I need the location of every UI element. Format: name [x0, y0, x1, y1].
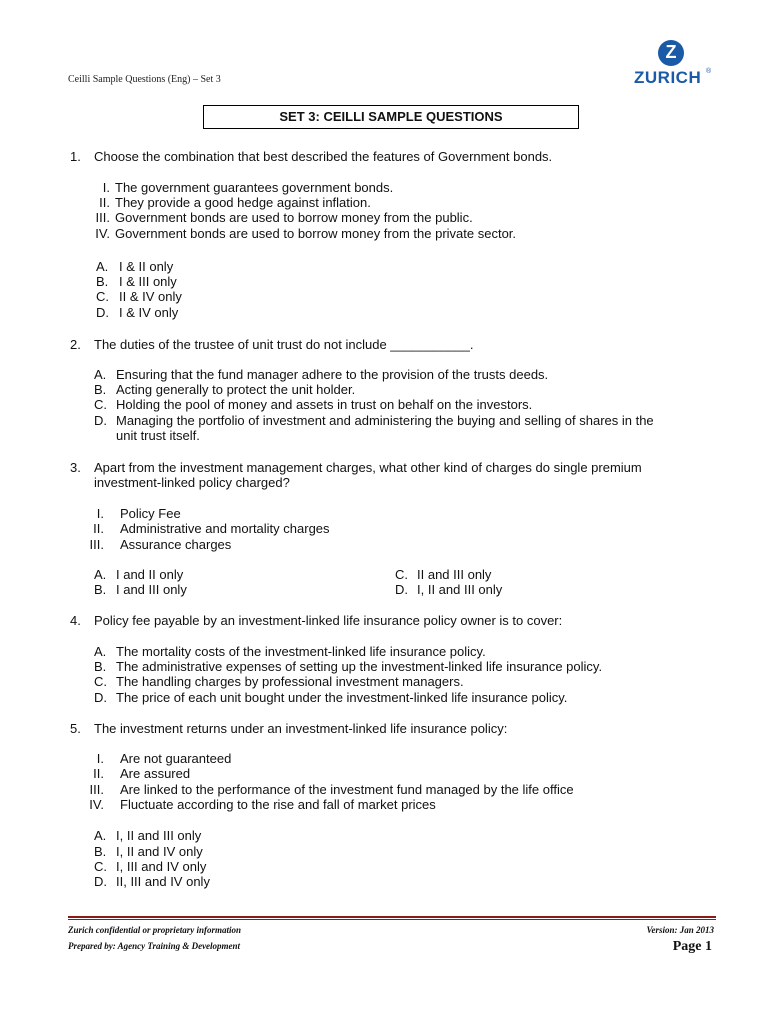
- statement-numeral: II.: [93, 521, 104, 536]
- option-letter: A.: [94, 567, 107, 582]
- option-letter: D.: [94, 413, 107, 428]
- question-text-continued: investment-linked policy charged?: [94, 475, 290, 490]
- option-letter: A.: [94, 367, 107, 382]
- option-text: II, III and IV only: [116, 874, 210, 889]
- statement-text: Government bonds are used to borrow money from the public.: [115, 210, 473, 225]
- question-number: 2.: [70, 337, 81, 352]
- option-text: Acting generally to protect the unit holder.: [116, 382, 356, 397]
- option-text-continued: unit trust itself.: [116, 428, 200, 443]
- option-text: Managing the portfolio of investment and administering the buying and selling of shares in the: [116, 413, 654, 428]
- statement-text: They provide a good hedge against inflation.: [115, 195, 371, 210]
- option-text: II and III only: [417, 567, 492, 582]
- footer-prepared-by: Prepared by: Agency Training & Development: [68, 941, 241, 951]
- option-letter: C.: [94, 397, 107, 412]
- statement-text: Fluctuate according to the rise and fall of market prices: [120, 797, 436, 812]
- option-letter: B.: [94, 844, 107, 859]
- option-letter: D.: [94, 690, 107, 705]
- option-text: I, III and IV only: [116, 859, 207, 874]
- statement-numeral: III.: [95, 210, 110, 225]
- option-text: I, II and III only: [116, 828, 202, 843]
- option-letter: D.: [94, 874, 107, 889]
- option-letter: D.: [395, 582, 408, 597]
- option-text: The handling charges by professional investment managers.: [116, 674, 464, 689]
- option-text: I, II and III only: [417, 582, 503, 597]
- option-text: II & IV only: [119, 289, 182, 304]
- zurich-logo: [634, 40, 714, 90]
- option-letter: C.: [94, 859, 107, 874]
- question-text: The investment returns under an investment-linked life insurance policy:: [94, 721, 508, 736]
- statement-numeral: I.: [102, 180, 110, 195]
- question-text: The duties of the trustee of unit trust do not include ___________.: [94, 337, 474, 352]
- question-text: Apart from the investment management charges, what other kind of charges do single premium: [94, 460, 642, 475]
- footer-confidential: Zurich confidential or proprietary information: [68, 925, 242, 935]
- question-text: Choose the combination that best described the features of Government bonds.: [94, 149, 553, 164]
- question-number: 4.: [70, 613, 81, 628]
- option-text: The administrative expenses of setting up the investment-linked life insurance policy.: [116, 659, 603, 674]
- statement-numeral: II.: [93, 766, 104, 781]
- option-letter: B.: [96, 274, 109, 289]
- option-text: I, II and IV only: [116, 844, 203, 859]
- option-text: I and II only: [116, 567, 184, 582]
- footer-rule: [68, 916, 716, 918]
- page-number: Page 1: [672, 939, 712, 954]
- zurich-logo-mark: [658, 40, 684, 66]
- option-letter: C.: [94, 674, 107, 689]
- option-text: Ensuring that the fund manager adhere to the provision of the trusts deeds.: [116, 367, 549, 382]
- statement-text: Are linked to the performance of the investment fund managed by the life office: [120, 782, 574, 797]
- option-letter: A.: [96, 259, 109, 274]
- statement-numeral: IV.: [95, 226, 110, 241]
- statement-numeral: IV.: [89, 797, 104, 812]
- option-text: The mortality costs of the investment-linked life insurance policy.: [116, 644, 486, 659]
- statement-numeral: III.: [89, 782, 104, 797]
- page-title: SET 3: CEILLI SAMPLE QUESTIONS: [203, 105, 579, 129]
- statement-numeral: I.: [96, 751, 104, 766]
- registered-mark: ®: [706, 68, 712, 75]
- option-letter: D.: [96, 305, 109, 320]
- option-text: I and III only: [116, 582, 187, 597]
- option-letter: B.: [94, 382, 107, 397]
- statement-numeral: I.: [96, 506, 104, 521]
- question-number: 1.: [70, 149, 81, 164]
- footer-version: Version: Jan 2013: [646, 925, 714, 935]
- option-letter: C.: [395, 567, 408, 582]
- question-text: Policy fee payable by an investment-linked life insurance policy owner is to cover:: [94, 613, 563, 628]
- option-text: I & II only: [119, 259, 174, 274]
- option-letter: B.: [94, 659, 107, 674]
- document-header-label: Ceilli Sample Questions (Eng) – Set 3: [68, 74, 221, 85]
- option-letter: C.: [96, 289, 109, 304]
- option-letter: A.: [94, 644, 107, 659]
- zurich-wordmark: ZURICH: [634, 68, 702, 87]
- option-letter: B.: [94, 582, 107, 597]
- question-number: 3.: [70, 460, 81, 475]
- footer-rule-thin: [68, 919, 716, 920]
- statement-text: Are not guaranteed: [120, 751, 232, 766]
- statement-numeral: II.: [99, 195, 110, 210]
- option-text: I & IV only: [119, 305, 179, 320]
- statement-text: Policy Fee: [120, 506, 181, 521]
- option-letter: A.: [94, 828, 107, 843]
- statement-text: Administrative and mortality charges: [120, 521, 330, 536]
- logo-mark-letter: Z: [665, 42, 677, 62]
- statement-text: Government bonds are used to borrow money from the private sector.: [115, 226, 517, 241]
- statement-text: The government guarantees government bonds.: [115, 180, 394, 195]
- statement-text: Assurance charges: [120, 537, 232, 552]
- option-text: Holding the pool of money and assets in trust on behalf on the investors.: [116, 397, 533, 412]
- statement-text: Are assured: [120, 766, 191, 781]
- statement-numeral: III.: [89, 537, 104, 552]
- option-text: I & III only: [119, 274, 177, 289]
- option-text: The price of each unit bought under the investment-linked life insurance policy.: [116, 690, 568, 705]
- question-number: 5.: [70, 721, 81, 736]
